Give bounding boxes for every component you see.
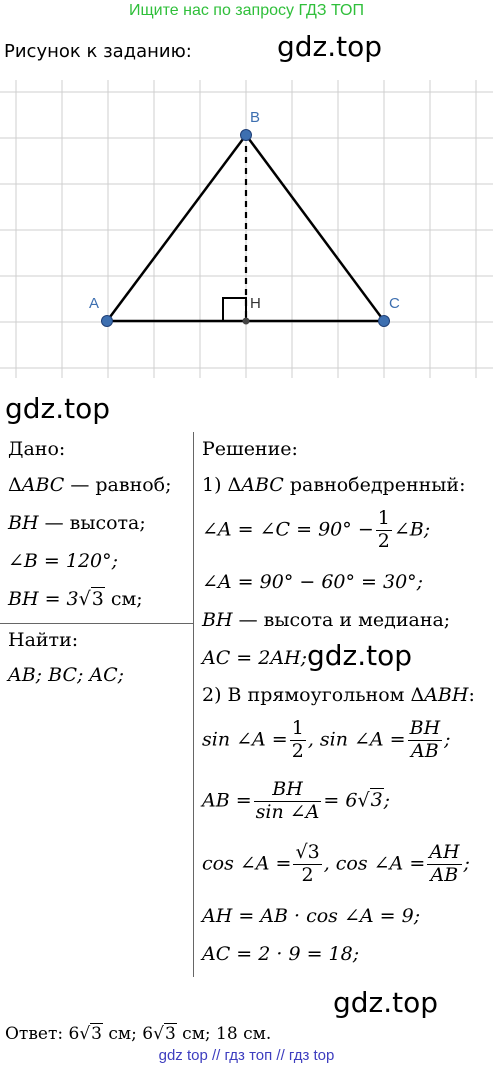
step1-prefix: 1) Δ	[202, 474, 242, 496]
solution-sin	[202, 718, 451, 763]
label-a: A	[89, 295, 100, 312]
given-bh-unit: см;	[104, 588, 143, 610]
figure-caption: Рисунок к заданию:	[4, 41, 192, 62]
point-h	[243, 318, 250, 325]
fraction-one-half	[376, 508, 392, 553]
solution-step2	[202, 684, 475, 706]
given-bh-radicand: 3	[91, 588, 104, 610]
solution-title: Решение:	[202, 438, 298, 460]
find-line: AB; BC; AC;	[8, 664, 125, 686]
given-bh-lhs: BH = 3	[8, 588, 79, 610]
point-c	[379, 316, 390, 327]
solution-ac-2ah: AC = 2AH;	[202, 647, 308, 669]
solution-step1	[202, 474, 465, 496]
watermark: gdz.top	[333, 986, 439, 1019]
fraction-sqrt3-2	[293, 842, 321, 887]
step2-prefix: 2) В прямоугольном Δ	[202, 684, 425, 706]
given-line-height: BH — высота;	[8, 512, 146, 534]
fraction-denominator: AB	[430, 863, 459, 886]
given-line-triangle: ΔABC — равноб;	[8, 474, 172, 496]
sin-end: ;	[444, 728, 451, 751]
answer-prefix: Ответ: 6	[5, 1024, 80, 1044]
fraction-denominator: AB	[411, 739, 439, 762]
solution-ab: AB = $\frac{BH}{\sin \angle A}$ = 6√3;	[202, 778, 391, 823]
triangle-figure	[0, 80, 493, 380]
fraction-numerator: 1	[291, 717, 304, 739]
label-c: C	[389, 295, 400, 312]
fraction-numerator: √3	[295, 841, 320, 863]
answer-line: Ответ: 6√3 см; 6√3 см; 18 см.	[5, 1024, 272, 1044]
point-a	[102, 316, 113, 327]
given-line-triangle-text: — равноб;	[64, 474, 172, 496]
footer-links[interactable]: gdz top // гдз топ // гдз top	[158, 1047, 335, 1064]
given-line-bh: BH = 3√3 см;	[8, 588, 143, 610]
cos-end: ;	[463, 852, 470, 875]
angle-formula-rhs: ∠B;	[393, 518, 431, 541]
answer-radicand-2: 3	[164, 1024, 176, 1044]
fraction-numerator: 1	[377, 507, 390, 529]
label-b: B	[250, 109, 261, 126]
fraction-denominator: sin ∠A	[255, 800, 320, 823]
solution-angle-value: ∠A = 90° − 60° = 30°;	[202, 571, 424, 593]
watermark: gdz.top	[277, 30, 383, 63]
given-line-height-text: — высота;	[38, 512, 146, 534]
answer-radicand-1: 3	[91, 1024, 102, 1044]
side-bc	[246, 135, 384, 321]
fraction-one-half	[290, 718, 306, 763]
fraction-bh-ab	[408, 718, 443, 763]
watermark: gdz.top	[307, 639, 413, 672]
median-bh: BH	[202, 609, 233, 631]
solution-ah: AH = AB · cos ∠A = 9;	[202, 905, 421, 927]
ab-lhs: AB =	[202, 789, 252, 812]
promo-banner: Ищите нас по запросу ГДЗ ТОП	[129, 2, 364, 19]
given-line-angle: ∠B = 120°;	[8, 550, 119, 572]
step2-triangle: ABH	[424, 684, 469, 706]
point-b	[241, 130, 252, 141]
cos-mid: , cos ∠A =	[323, 852, 426, 875]
answer-suffix: см; 18 см.	[176, 1024, 272, 1044]
step1-suffix: равнобедренный:	[283, 474, 466, 496]
ab-rhs: = 6	[323, 789, 358, 812]
watermark: gdz.top	[5, 392, 111, 425]
solution-angle-formula	[202, 508, 430, 553]
section-divider	[0, 623, 193, 624]
fraction-ah-ab	[427, 842, 461, 887]
sin-mid: , sin ∠A =	[307, 728, 406, 751]
fraction-numerator: BH	[254, 779, 322, 802]
solution-cos	[202, 842, 470, 887]
angle-formula-lhs: ∠A = ∠C = 90° −	[202, 518, 374, 541]
median-text: — высота и медиана;	[232, 609, 451, 631]
fraction-denominator: 2	[291, 739, 304, 762]
cos-lhs: cos ∠A =	[202, 852, 292, 875]
ab-end: ;	[383, 789, 391, 812]
given-title: Дано:	[8, 438, 66, 460]
solution-ac: AC = 2 · 9 = 18;	[202, 943, 360, 965]
answer-middle: см; 6	[103, 1024, 154, 1044]
fraction-denominator: 2	[377, 529, 390, 552]
ab-radicand: 3	[370, 789, 383, 812]
column-divider	[193, 432, 194, 977]
fraction-numerator: BH	[409, 717, 441, 739]
right-angle-mark	[223, 298, 246, 321]
side-ab	[107, 135, 246, 321]
fraction-bh-sin	[254, 779, 322, 824]
label-h: H	[250, 295, 261, 312]
step1-triangle: ABC	[241, 474, 284, 496]
sin-lhs: sin ∠A =	[202, 728, 288, 751]
solution-median	[202, 609, 450, 631]
step2-suffix: :	[468, 684, 475, 706]
find-title: Найти:	[8, 629, 79, 651]
fraction-numerator: AH	[429, 841, 460, 863]
fraction-denominator: 2	[301, 863, 314, 886]
